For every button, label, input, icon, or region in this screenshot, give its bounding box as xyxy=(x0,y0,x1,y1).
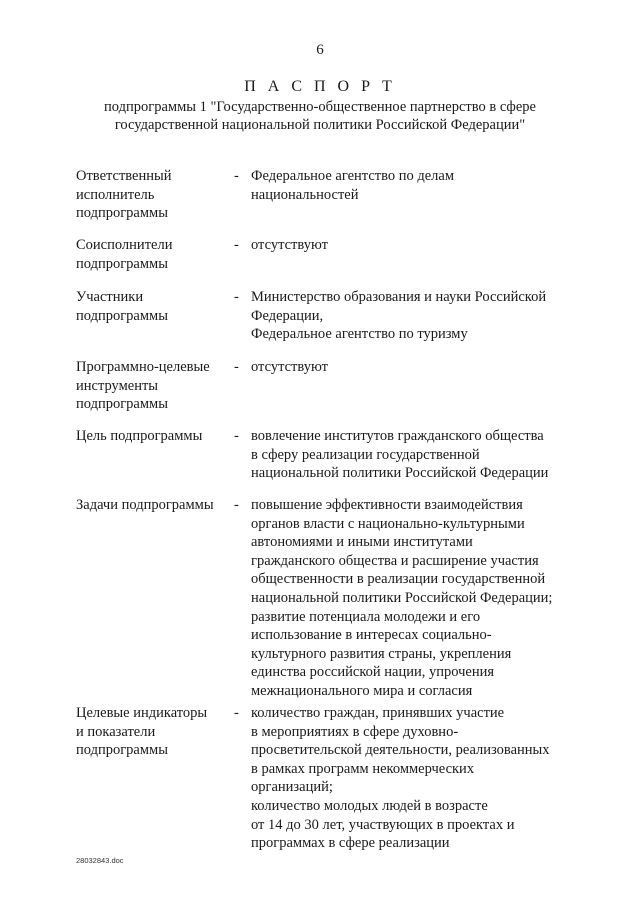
row-value-line: национальной политики Российской Федерации xyxy=(251,465,549,482)
row-label-line: Целевые индикаторы xyxy=(76,705,208,721)
row-value xyxy=(251,167,581,204)
row-value-line: количество молодых людей в возрасте xyxy=(251,797,488,814)
row-value-line: от 14 до 30 лет, участвующих в проектах и xyxy=(251,816,515,833)
row-label-line: подпрограммы xyxy=(76,255,168,272)
row-value-line: Федерации, xyxy=(251,307,324,324)
row-dash: - xyxy=(234,428,239,444)
row-label-line: Задачи подпрограммы xyxy=(76,497,214,513)
row-value-line: Федеральное агентство по делам xyxy=(251,168,455,184)
document-title: П А С П О Р Т xyxy=(244,78,396,95)
row-dash: - xyxy=(234,168,239,184)
row-value-line: автономиями и иными институтами xyxy=(251,534,473,551)
row-label xyxy=(76,236,236,273)
row-label-line: инструменты xyxy=(76,377,159,394)
row-value-line: национальностей xyxy=(251,186,359,203)
row-value-line: в рамках программ некоммерческих xyxy=(251,760,475,777)
row-dash: - xyxy=(234,497,239,513)
row-value-line: отсутствуют xyxy=(251,237,328,253)
row-label-line: подпрограммы xyxy=(76,205,168,222)
row-label xyxy=(76,288,236,325)
row-value xyxy=(251,427,581,483)
row-label-line: подпрограммы xyxy=(76,307,168,324)
row-value-line: программах в сфере реализации xyxy=(251,835,450,852)
row-value-line: органов власти с национально-культурными xyxy=(251,515,525,532)
row-value-line: организаций; xyxy=(251,779,333,796)
row-dash: - xyxy=(234,289,239,305)
row-label-line: Участники xyxy=(76,289,144,305)
row-value-line: межнационального мира и согласия xyxy=(251,682,473,699)
row-value-line: гражданского общества и расширение участия xyxy=(251,552,539,569)
row-value-line: использование в интересах социально- xyxy=(251,627,492,644)
row-value xyxy=(251,496,581,701)
row-label-line: подпрограммы xyxy=(76,396,168,413)
row-label xyxy=(76,358,236,414)
row-value-line: в сферу реализации государственной xyxy=(251,446,480,463)
row-value-line: общественности в реализации государственной xyxy=(251,571,546,588)
row-dash: - xyxy=(234,237,239,253)
row-label-line: Соисполнители xyxy=(76,237,173,253)
row-dash: - xyxy=(234,359,239,375)
row-label-line: и показатели xyxy=(76,723,156,740)
row-value-line: культурного развития страны, укрепления xyxy=(251,645,512,662)
subtitle-line: подпрограммы 1 "Государственно-общественное партнерство в сфере xyxy=(104,99,536,115)
row-value-line: количество граждан, принявших участие xyxy=(251,705,505,721)
row-label-line: Цель подпрограммы xyxy=(76,428,203,444)
row-label xyxy=(76,704,236,760)
row-value-line: повышение эффективности взаимодействия xyxy=(251,497,523,513)
footer-filename: 28032843.doc xyxy=(76,856,124,865)
row-label-line: исполнитель xyxy=(76,186,155,203)
row-label-line: подпрограммы xyxy=(76,742,168,759)
row-label xyxy=(76,427,236,446)
row-value xyxy=(251,288,581,344)
row-label-line: Программно-целевые xyxy=(76,359,210,375)
row-value-line: развитие потенциала молодежи и его xyxy=(251,608,481,625)
row-label-line: Ответственный xyxy=(76,168,172,184)
document-subtitle xyxy=(40,98,600,134)
row-value-line: единства российской нации, упрочения xyxy=(251,664,495,681)
row-dash: - xyxy=(234,705,239,721)
row-value-line: Федеральное агентство по туризму xyxy=(251,326,468,343)
row-value xyxy=(251,704,581,853)
row-value xyxy=(251,358,581,377)
row-value xyxy=(251,236,581,255)
row-label xyxy=(76,496,236,515)
row-value-line: просветительской деятельности, реализованных xyxy=(251,742,550,759)
row-label xyxy=(76,167,236,223)
subtitle-line: государственной национальной политики Российской Федерации" xyxy=(114,117,526,133)
row-value-line: национальной политики Российской Федерации; xyxy=(251,589,553,606)
row-value-line: в мероприятиях в сфере духовно- xyxy=(251,723,459,740)
row-value-line: вовлечение институтов гражданского общества xyxy=(251,428,544,444)
row-value-line: Министерство образования и науки Российской xyxy=(251,289,547,305)
row-value-line: отсутствуют xyxy=(251,359,328,375)
page-number: 6 xyxy=(316,42,324,58)
